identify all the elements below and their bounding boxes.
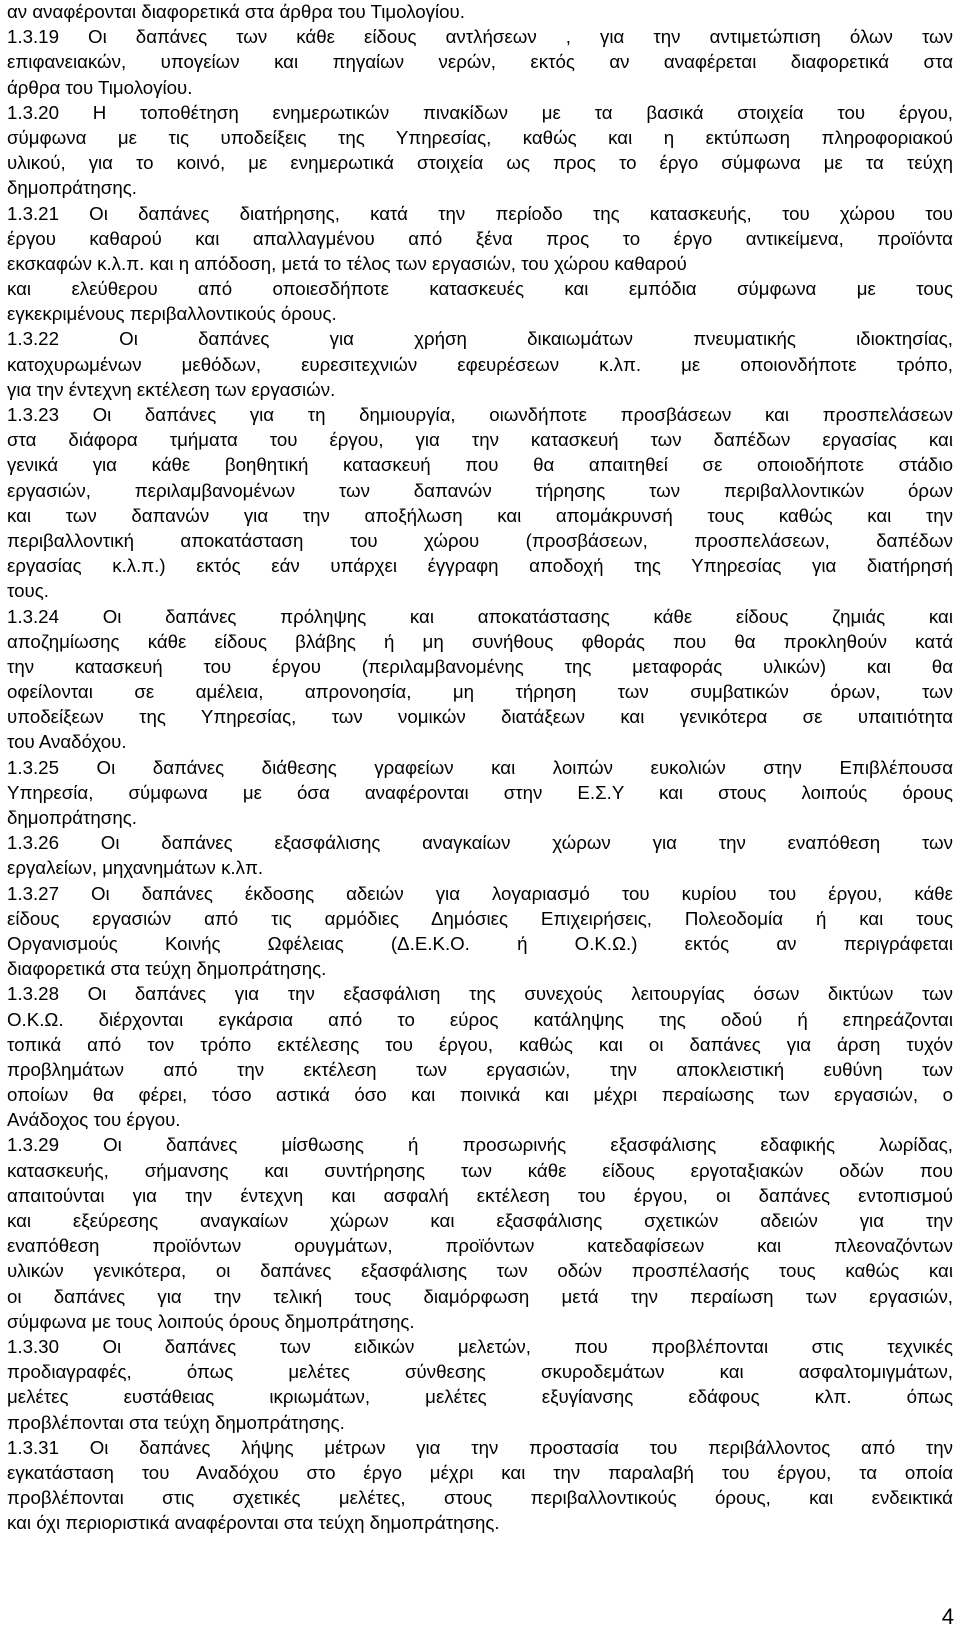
text-line: είδους εργασιών από τις αρμόδιες Δημόσιες Επιχειρήσεις, Πολεοδομία ή και τους xyxy=(7,907,953,929)
text-line: διαφορετικά στα τεύχη δημοπράτησης. xyxy=(7,958,327,980)
text-line: εργαλείων, μηχανημάτων κ.λπ. xyxy=(7,857,264,879)
text-line: έργου καθαρού και απαλλαγμένου από ξένα προς το έργο αντικείμενα, προϊόντα xyxy=(7,227,953,249)
text-line: για την έντεχνη εκτέλεση των εργασιών. xyxy=(7,378,336,400)
text-line: οποίων θα φέρει, τόσο αστικά όσο και ποινικά και μέχρι περαίωσης των εργασιών, ο xyxy=(7,1084,953,1106)
text-line: τους. xyxy=(7,580,49,602)
text-line: 1.3.27 Οι δαπάνες έκδοσης αδειών για λογαριασμό του κυρίου του έργου, κάθε xyxy=(7,882,953,904)
text-line: προβλέπονται στις σχετικές μελέτες, στους περιβαλλοντικούς όρους, και ενδεικτικά xyxy=(7,1487,953,1509)
text-line: σύμφωνα με τις υποδείξεις της Υπηρεσίας, καθώς και η εκτύπωση πληροφοριακού xyxy=(7,126,953,148)
text-line: δημοπράτησης. xyxy=(7,177,137,199)
text-line: και ελεύθερου από οποιεσδήποτε κατασκευές και εμπόδια σύμφωνα με τους xyxy=(7,278,953,300)
text-line: κατασκευής, σήμανσης και συντήρησης των κάθε είδους εργοταξιακών οδών που xyxy=(7,1159,953,1181)
text-line: υλικού, για το κοινό, με ενημερωτικά στοιχεία ως προς το έργο σύμφωνα με τα τεύχη xyxy=(7,152,953,174)
text-line: και εξεύρεσης αναγκαίων χώρων και εξασφάλισης σχετικών αδειών για την xyxy=(7,1210,953,1231)
text-line: 1.3.23 Οι δαπάνες για τη δημιουργία, οιωνδήποτε προσβάσεων και προσπελάσεων xyxy=(7,404,953,425)
text-line: εκσκαφών κ.λ.π. και η απόδοση, μετά το τέλος των εργασιών, του χώρου καθαρού xyxy=(7,252,687,274)
text-line: δημοπράτησης. xyxy=(7,807,137,828)
text-line: οι δαπάνες για την τελική τους διαμόρφωση μετά την περαίωση των εργασιών, xyxy=(7,1285,953,1307)
text-line: προβλέπονται στα τεύχη δημοπράτησης. xyxy=(7,1411,345,1433)
text-line: εργασίας κ.λ.π.) εκτός εάν υπάρχει έγγραφη αποδοχή της Υπηρεσίας για διατήρησή xyxy=(7,555,953,577)
text-line: εργασιών, περιλαμβανομένων των δαπανών τήρησης των περιβαλλοντικών όρων xyxy=(7,479,953,501)
text-line: υποδείξεων της Υπηρεσίας, των νομικών διατάξεων και γενικότερα σε υπαιτιότητα xyxy=(7,706,953,728)
text-line: 1.3.31 Οι δαπάνες λήψης μέτρων για την προστασία του περιβάλλοντος από την xyxy=(7,1436,953,1458)
text-line: 1.3.24 Οι δαπάνες πρόληψης και αποκατάστασης κάθε είδους ζημιάς και xyxy=(7,605,953,627)
text-line: περιβαλλοντική αποκατάσταση του χώρου (προσβάσεων, προσπελάσεων, δαπέδων xyxy=(7,529,953,551)
text-line: 1.3.20 Η τοποθέτηση ενημερωτικών πινακίδων με τα βασικά στοιχεία του έργου, xyxy=(7,101,953,123)
text-line: οφείλονται σε αμέλεια, απρονοησία, μη τήρηση των συμβατικών όρων, των xyxy=(7,681,953,703)
text-line: αν αναφέρονται διαφορετικά στα άρθρα του Τιμολογίου. xyxy=(7,1,465,22)
text-line: Ανάδοχος του έργου. xyxy=(7,1109,181,1131)
text-line: 1.3.28 Οι δαπάνες για την εξασφάλιση της συνεχούς λειτουργίας όσων δικτύων των xyxy=(7,983,953,1005)
text-line: 1.3.22 Οι δαπάνες για χρήση δικαιωμάτων πνευματικής ιδιοκτησίας, xyxy=(7,328,953,350)
text-line: 1.3.26 Οι δαπάνες εξασφάλισης αναγκαίων χώρων για την εναπόθεση των xyxy=(7,832,953,854)
text-line: 1.3.21 Οι δαπάνες διατήρησης, κατά την περίοδο της κατασκευής, του χώρου του xyxy=(7,202,953,224)
text-line: Υπηρεσία, σύμφωνα με όσα αναφέρονται στην Ε.Σ.Υ και στους λοιπούς όρους xyxy=(7,781,953,803)
body-text xyxy=(7,0,953,1535)
text-line: σύμφωνα με τους λοιπούς όρους δημοπράτησης. xyxy=(7,1310,415,1332)
text-line: προδιαγραφές, όπως μελέτες σύνθεσης σκυροδεμάτων και ασφαλτομιγμάτων, xyxy=(7,1361,953,1383)
text-line: μελέτες ευστάθειας ικριωμάτων, μελέτες εξυγίανσης εδάφους κλπ. όπως xyxy=(7,1386,953,1408)
page-number: 4 xyxy=(941,1604,954,1629)
text-line: και των δαπανών για την αποξήλωση και απομάκρυνσή τους καθώς και την xyxy=(7,504,953,526)
text-line: προβλημάτων από την εκτέλεση των εργασιών, την αποκλειστική ευθύνη των xyxy=(7,1058,953,1080)
text-line: 1.3.25 Οι δαπάνες διάθεσης γραφείων και λοιπών ευκολιών στην Επιβλέπουσα xyxy=(7,756,953,778)
text-line: άρθρα του Τιμολογίου. xyxy=(7,76,193,98)
text-line: 1.3.30 Οι δαπάνες των ειδικών μελετών, που προβλέπονται στις τεχνικές xyxy=(7,1335,953,1357)
text-line: εναπόθεση προϊόντων ορυγμάτων, προϊόντων κατεδαφίσεων και πλεοναζόντων xyxy=(7,1235,953,1257)
text-line: Οργανισμούς Κοινής Ωφέλειας (Δ.Ε.Κ.Ο. ή Ο.Κ.Ω.) εκτός αν περιγράφεται xyxy=(7,932,953,954)
text-line: Ο.Κ.Ω. διέρχονται εγκάρσια από το εύρος κατάληψης της οδού ή επηρεάζονται xyxy=(7,1008,953,1030)
text-line: επιφανειακών, υπογείων και πηγαίων νερών, εκτός αν αναφέρεται διαφορετικά στα xyxy=(7,51,953,73)
text-line: 1.3.19 Οι δαπάνες των κάθε είδους αντλήσεων , για την αντιμετώπιση όλων των xyxy=(7,26,953,48)
text-line: κατοχυρωμένων μεθόδων, ευρεσιτεχνιών εφευρέσεων κ.λπ. με οποιονδήποτε τρόπο, xyxy=(7,353,953,375)
text-line: 1.3.29 Οι δαπάνες μίσθωσης ή προσωρινής εξασφάλισης εδαφικής λωρίδας, xyxy=(7,1134,953,1156)
text-line: απαιτούνται για την έντεχνη και ασφαλή εκτέλεση του έργου, οι δαπάνες εντοπισμού xyxy=(7,1184,953,1206)
text-line: και όχι περιοριστικά αναφέρονται στα τεύχη δημοπράτησης. xyxy=(7,1512,500,1534)
text-line: γενικά για κάθε βοηθητική κατασκευή που θα απαιτηθεί σε οποιοδήποτε στάδιο xyxy=(7,454,953,476)
text-line: του Αναδόχου. xyxy=(7,731,127,753)
text-line: υλικών γενικότερα, οι δαπάνες εξασφάλισης των οδών προσπέλασής τους καθώς και xyxy=(7,1260,953,1282)
text-line: εγκατάσταση του Αναδόχου στο έργο μέχρι και την παραλαβή του έργου, τα οποία xyxy=(7,1461,953,1483)
text-line: εγκεκριμένους περιβαλλοντικούς όρους. xyxy=(7,303,337,325)
text-line: την κατασκευή του έργου (περιλαμβανομένης της μεταφοράς υλικών) και θα xyxy=(7,655,953,677)
text-line: τοπικά από τον τρόπο εκτέλεσης του έργου, καθώς και οι δαπάνες για άρση τυχόν xyxy=(7,1033,953,1055)
text-line: στα διάφορα τμήματα του έργου, για την κατασκευή των δαπέδων εργασίας και xyxy=(7,429,953,451)
text-line: αποζημίωσης κάθε είδους βλάβης ή μη συνήθους φθοράς που θα προκληθούν κατά xyxy=(7,630,953,652)
